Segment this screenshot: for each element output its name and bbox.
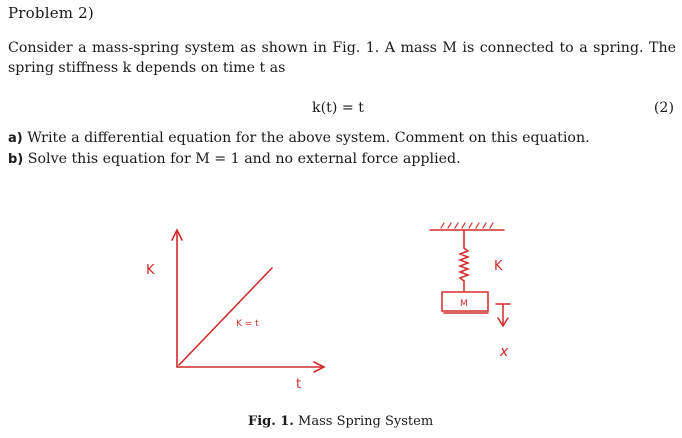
part-b bbox=[8, 149, 590, 170]
graph-x-axis-label: t bbox=[296, 377, 302, 392]
figure-caption-label: Fig. 1. bbox=[248, 414, 294, 429]
problem-statement bbox=[8, 38, 676, 78]
figure-1 bbox=[0, 210, 682, 410]
spring-coil bbox=[460, 248, 468, 281]
figure-drawing bbox=[0, 210, 682, 410]
graph-line-label: K = t bbox=[236, 319, 259, 329]
part-a-label: a) bbox=[8, 131, 23, 146]
part-b-text: Solve this equation for M = 1 and no external force applied. bbox=[27, 151, 461, 167]
figure-caption-text: Mass Spring System bbox=[298, 414, 434, 429]
equation-number: (2) bbox=[653, 100, 674, 116]
problem-title: Problem 2) bbox=[8, 4, 94, 22]
question-parts bbox=[8, 128, 590, 170]
part-a-text: Write a differential equation for the above system. Comment on this equation. bbox=[27, 130, 590, 146]
spring-mass-diagram bbox=[430, 223, 510, 326]
intro-line-1: Consider a mass-spring system as shown in Fig. 1. A mass M is connected to a spring. The bbox=[8, 40, 676, 56]
intro-line-2: spring stiffness k depends on time t as bbox=[8, 60, 286, 76]
part-b-label: b) bbox=[8, 152, 24, 167]
graph-y-axis-label: K bbox=[146, 263, 155, 278]
displacement-label: x bbox=[500, 344, 509, 360]
stiffness-graph bbox=[172, 230, 324, 372]
figure-caption bbox=[248, 414, 433, 429]
spring-label: K bbox=[494, 259, 503, 274]
mass-label: M bbox=[460, 299, 468, 309]
ceiling-hatching bbox=[441, 223, 493, 228]
part-a bbox=[8, 128, 590, 149]
equation: k(t) = t bbox=[312, 100, 364, 116]
graph-k-equals-t-line bbox=[179, 268, 272, 365]
